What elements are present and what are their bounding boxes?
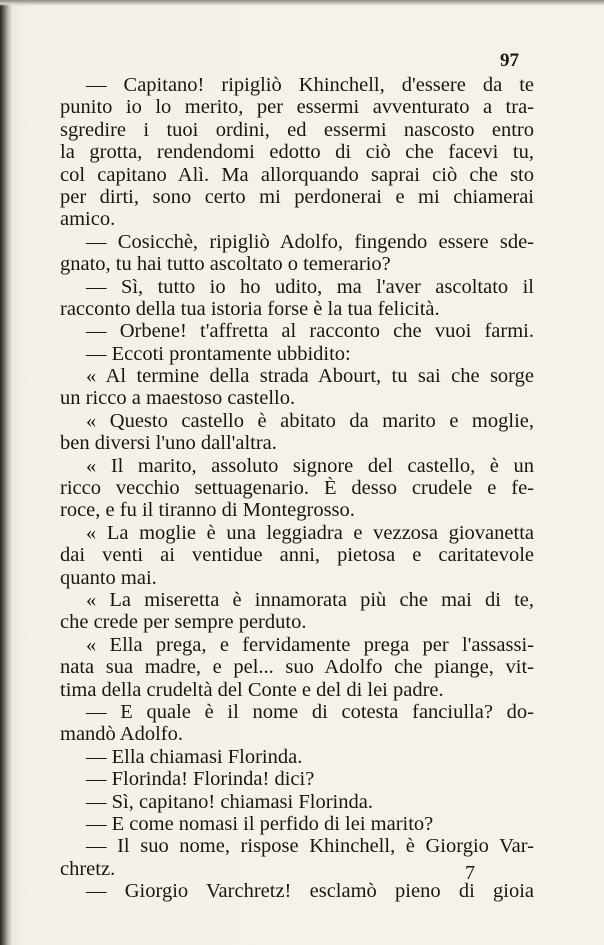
text-line: « Al termine della strada Abourt, tu sai che sorge [86, 365, 534, 388]
text-line: — Il suo nome, rispose Khinchell, è Giorgio Var- [86, 835, 534, 858]
text-line: — Capitano! ripigliò Khinchell, d'essere da te [86, 74, 534, 96]
text-line: punito io lo merito, per essermi avventurato a tra- [60, 96, 534, 119]
text-line: quanto mai. [60, 566, 157, 589]
text-line: — Eccoti prontamente ubbidito: [86, 342, 351, 365]
text-line: — Sì, capitano! chiamasi Florinda. [86, 790, 373, 813]
text-line: — Orbene! t'affretta al racconto che vuoi farmi. [86, 320, 534, 343]
text-line: « La moglie è una leggiadra e vezzosa giovanetta [86, 521, 534, 544]
text-line: racconto della tua istoria forse è la tua felicità. [60, 297, 440, 320]
text-line: un ricco a maestoso castello. [60, 387, 296, 410]
text-line: tima della crudeltà del Conte e del di lei padre. [60, 678, 444, 701]
text-line: ben diversi l'uno dall'altra. [60, 432, 277, 455]
text-line: — E come nomasi il perfido di lei marito? [86, 812, 434, 835]
text-line: sgredire i tuoi ordini, ed essermi nascosto entro [60, 118, 534, 141]
text-line: gnato, tu hai tutto ascoltato o temerario? [60, 253, 391, 276]
text-line: « Il marito, assoluto signore del castello, è un [86, 454, 534, 477]
text-line: dai venti ai ventidue anni, pietosa e caritatevole [60, 544, 534, 567]
binding-gutter [0, 0, 12, 945]
text-line: — Giorgio Varchretz! esclamò pieno di gioia [86, 880, 534, 903]
text-line: — Cosicchè, ripigliò Adolfo, fingendo essere sde- [86, 230, 534, 253]
text-line: ricco vecchio settuagenario. È desso crudele e fe- [60, 477, 534, 500]
text-line: chretz. [60, 857, 116, 880]
text-line: per dirti, sono certo mi perdonerai e mi chiamerai [60, 185, 534, 208]
text-line: « Ella prega, e fervidamente prega per l'assassi- [86, 633, 534, 656]
text-line: — Florinda! Florinda! dici? [86, 768, 315, 791]
text-line: mandò Adolfo. [60, 723, 183, 746]
text-line: — Sì, tutto io ho udito, ma l'aver ascoltato il [86, 275, 534, 298]
page-top-edge [0, 0, 604, 6]
text-line: « Questo castello è abitato da marito e moglie, [86, 409, 534, 432]
body-text [60, 74, 534, 902]
text-line: « La miseretta è innamorata più che mai di te, [86, 588, 534, 611]
text-line: nata sua madre, e pel... suo Adolfo che piange, vit- [60, 656, 534, 679]
signature-mark: 7 [465, 862, 475, 884]
text-line: col capitano Alì. Ma allorquando saprai ciò che sto [60, 163, 534, 186]
page-number: 97 [500, 50, 519, 71]
text-line: — E quale è il nome di cotesta fanciulla? do- [86, 700, 534, 723]
text-line: amico. [60, 208, 116, 231]
text-line: roce, e fu il tiranno di Montegrosso. [60, 499, 355, 522]
text-line: che crede per sempre perduto. [60, 611, 307, 634]
text-line: — Ella chiamasi Florinda. [86, 745, 303, 768]
text-line: la grotta, rendendomi edotto di ciò che facevi tu, [60, 141, 534, 164]
